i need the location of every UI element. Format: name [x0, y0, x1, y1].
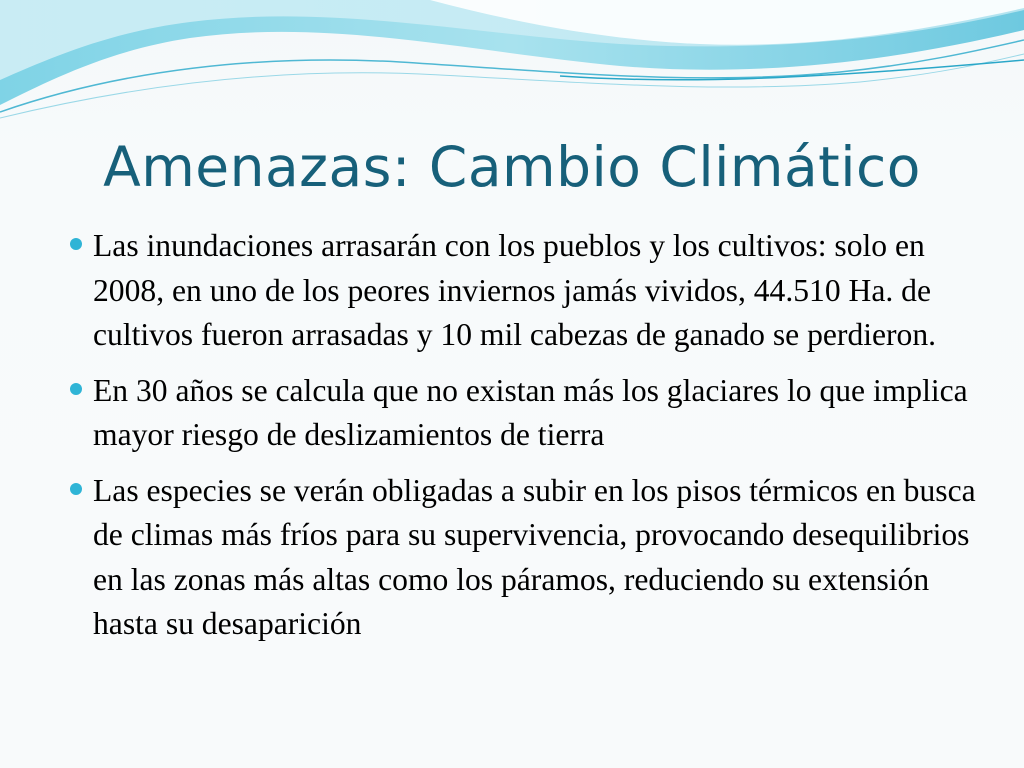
slide-title: Amenazas: Cambio Climático — [103, 135, 921, 199]
bullet-icon — [70, 483, 82, 495]
wave-header-decoration — [0, 0, 1024, 130]
bullet-icon — [70, 238, 82, 250]
bullet-list — [66, 224, 976, 658]
bullet-item — [66, 369, 976, 458]
bullet-icon — [70, 383, 82, 395]
bullet-item — [66, 469, 976, 647]
bullet-text: Las especies se verán obligadas a subir en los pisos térmicos en busca de climas más fríos para su supervivencia, provocando desequilibrios en las zonas más altas como los páramos, reduciendo su extensión hasta su desaparición — [93, 472, 976, 641]
bullet-text: En 30 años se calcula que no existan más los glaciares lo que implica mayor riesgo de deslizamientos de tierra — [93, 372, 968, 452]
bullet-item — [66, 224, 976, 358]
bullet-text: Las inundaciones arrasarán con los pueblos y los cultivos: solo en 2008, en uno de los peores inviernos jamás vividos, 44.510 Ha. de cultivos fueron arrasadas y 10 mil cabezas de ganado se perdieron. — [93, 228, 937, 352]
